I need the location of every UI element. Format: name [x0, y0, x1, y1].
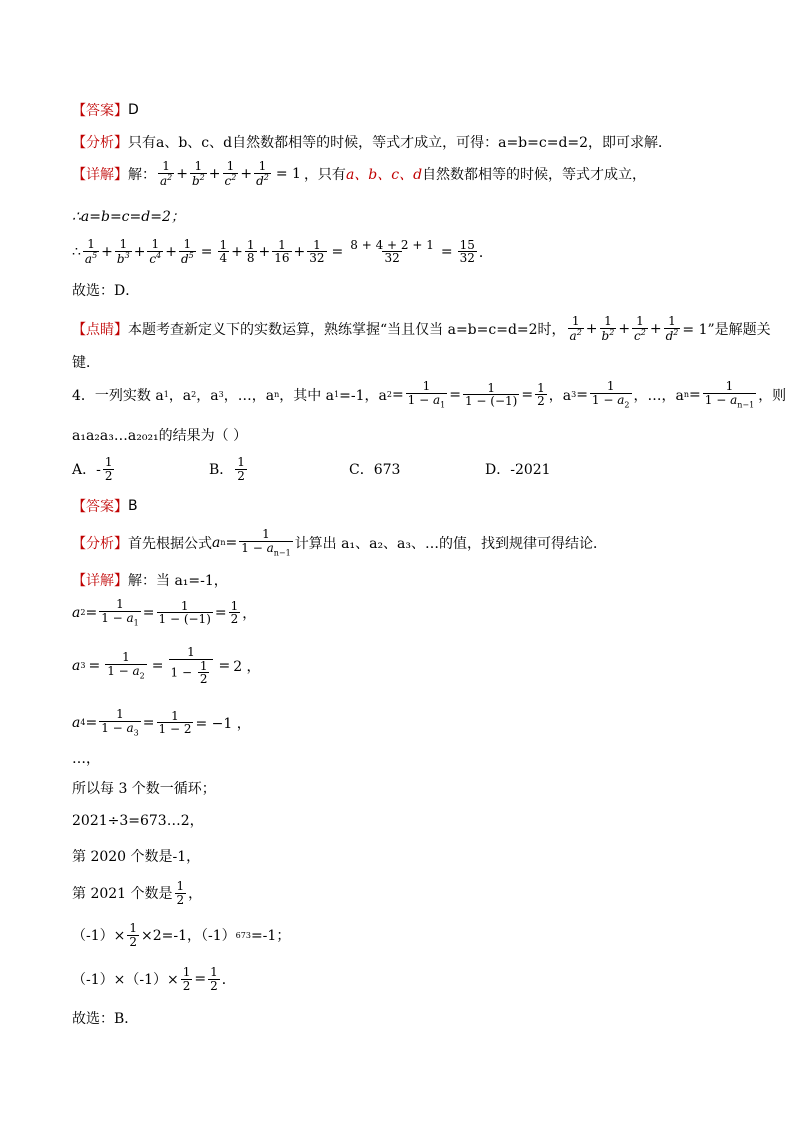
question-4-ask: a₁a₂a₃…a₂₀₂₁的结果为（ ） — [72, 428, 248, 444]
conclusion-line-2: 故选：B． — [72, 1011, 139, 1027]
detail-mid: ，只有 — [303, 166, 346, 183]
equality-line — [72, 206, 185, 226]
conclusion-line-1 — [72, 280, 139, 300]
analysis-tag: 【分析】 — [72, 135, 128, 151]
fraction-result: $\frac{15}{32}$ — [459, 237, 475, 266]
analysis-line-2: 【分析】 首先根据公式 a n = $\frac{1}{1 - a_{n-1}}$ 计算出 a₁、a₂、a₃、…的值，找到规律可得结论． — [72, 527, 608, 557]
answer-value-2: B — [128, 498, 138, 514]
detail-prefix: 解： — [128, 166, 156, 183]
division-line: 2021÷3=673…2， — [72, 813, 204, 829]
conclusion-text: 故选：D． — [72, 283, 140, 299]
option-c: C．673 — [349, 462, 401, 479]
question-4-stem: 4．一列实数 a 1 ，a 2 ，a 3 ，…，a n ，其中 a 1 =-1，a 2 = $\frac{1}{1 - a_1}$ = $\frac{1}{1 - (-1)}$ = $\frac{1}{2}$ ，a 3 = $\frac{1}{1 - a_2}$ ，…，a n = $\frac{1}{1 - a_{n-1}}$ ，则 — [72, 379, 787, 409]
detail-suffix: 自然数都相等的时候，等式才成立， — [422, 166, 647, 183]
detail-vars: a、b、c、d — [345, 166, 423, 183]
answer-tag-2: 【答案】 — [72, 499, 128, 515]
answer-tag: 【答案】 — [72, 103, 128, 119]
sum-line: ∴ $\frac{1}{a^5}$ + $\frac{1}{b^3}$ + $\frac{1}{c^4}$ + $\frac{1}{d^5}$ = $\frac{1}{4}$ + $\frac{1}{8}$ + $\frac{1}{16}$ + $\frac{1}{32}$ = $\frac{8 + 4 + 2 + 1}{32}$ = $\frac{15}{32}$ ． — [72, 237, 493, 266]
product-line-2: （-1）×（-1）× $\frac{1}{2}$ = $\frac{1}{2}$ ． — [72, 965, 236, 993]
product-line-1: （-1）× $\frac{1}{2}$ ×2=-1，（-1） 673 =-1； — [72, 921, 291, 949]
answer-value: D — [128, 102, 139, 118]
option-d: D．-2021 — [485, 462, 551, 479]
detail-line-2: 【详解】 解：当 a₁=-1， — [72, 570, 228, 590]
a2-line: a 2 = $\frac{1}{1 - a_1}$ = $\frac{1}{1 - (-1)}$ = $\frac{1}{2}$ ， — [72, 597, 257, 627]
option-b: B． $\frac{1}{2}$ — [209, 455, 245, 483]
detail-tag-2: 【详解】 — [72, 573, 128, 589]
analysis-tag-2: 【分析】 — [72, 535, 128, 552]
fraction: $\frac{1}{b^2}$ — [191, 159, 205, 188]
comment-after: = 1”是解题关 — [682, 321, 771, 338]
options-row — [72, 456, 551, 482]
comment-line: 【点睛】 本题考查新定义下的实数运算，熟练掌握“当且仅当 a=b=c=d=2时， $\frac{1}{a^2}$ + $\frac{1}{b^2}$ + $\frac{1}{c^2}$ + $\frac{1}{d^2}$ = 1”是解题关 — [72, 314, 771, 343]
answer-line-2 — [72, 496, 138, 516]
therefore-symbol: ∴ — [72, 243, 81, 260]
term-2021-line: 第 2021 个数是 $\frac{1}{2}$ ， — [72, 879, 203, 907]
analysis-line-1 — [72, 132, 672, 152]
option-a: A．- $\frac{1}{2}$ — [72, 455, 113, 483]
answer-line-1 — [72, 100, 139, 120]
cycle-line: 所以每 3 个数一循环； — [72, 781, 216, 797]
comment-text: 本题考查新定义下的实数运算，熟练掌握“当且仅当 a=b=c=d=2时， — [128, 321, 566, 338]
comment-end-line — [72, 352, 100, 372]
detail-line-1: 【详解】 解： $\frac{1}{a^2}$ + $\frac{1}{b^2}$ + $\frac{1}{c^2}$ + $\frac{1}{d^2}$ = 1 ，只有 a、b、c、d 自然数都相等的时候，等式才成立， — [72, 159, 647, 188]
ellipsis-line: …， — [72, 751, 100, 767]
term-2020-line: 第 2020 个数是-1， — [72, 849, 201, 865]
fraction: $\frac{1}{a^2}$ — [160, 159, 173, 188]
analysis-text: 只有a、b、c、d自然数都相等的时候，等式才成立，可得：a=b=c=d=2，即可求解． — [128, 135, 673, 151]
question-4-line2 — [72, 425, 247, 445]
equality-text: ∴a=b=c=d=2； — [72, 209, 185, 225]
fraction-sum: $\frac{8 + 4 + 2 + 1}{32}$ — [350, 237, 434, 266]
fraction: $\frac{1}{c^2}$ — [224, 159, 237, 188]
fraction: $\frac{1}{d^2}$ — [256, 159, 269, 188]
detail-tag: 【详解】 — [72, 166, 128, 183]
a4-line: a 4 = $\frac{1}{1 - a_3}$ = $\frac{1}{1 - 2}$ = −1 ， — [72, 707, 251, 737]
a3-line: a 3 = $\frac{1}{1 - a_2}$ = 1 1 − $\frac{1}{2}$ = 2 ， — [72, 645, 261, 687]
comment-tag: 【点睛】 — [72, 321, 128, 338]
comment-end-text: 键． — [72, 355, 100, 371]
